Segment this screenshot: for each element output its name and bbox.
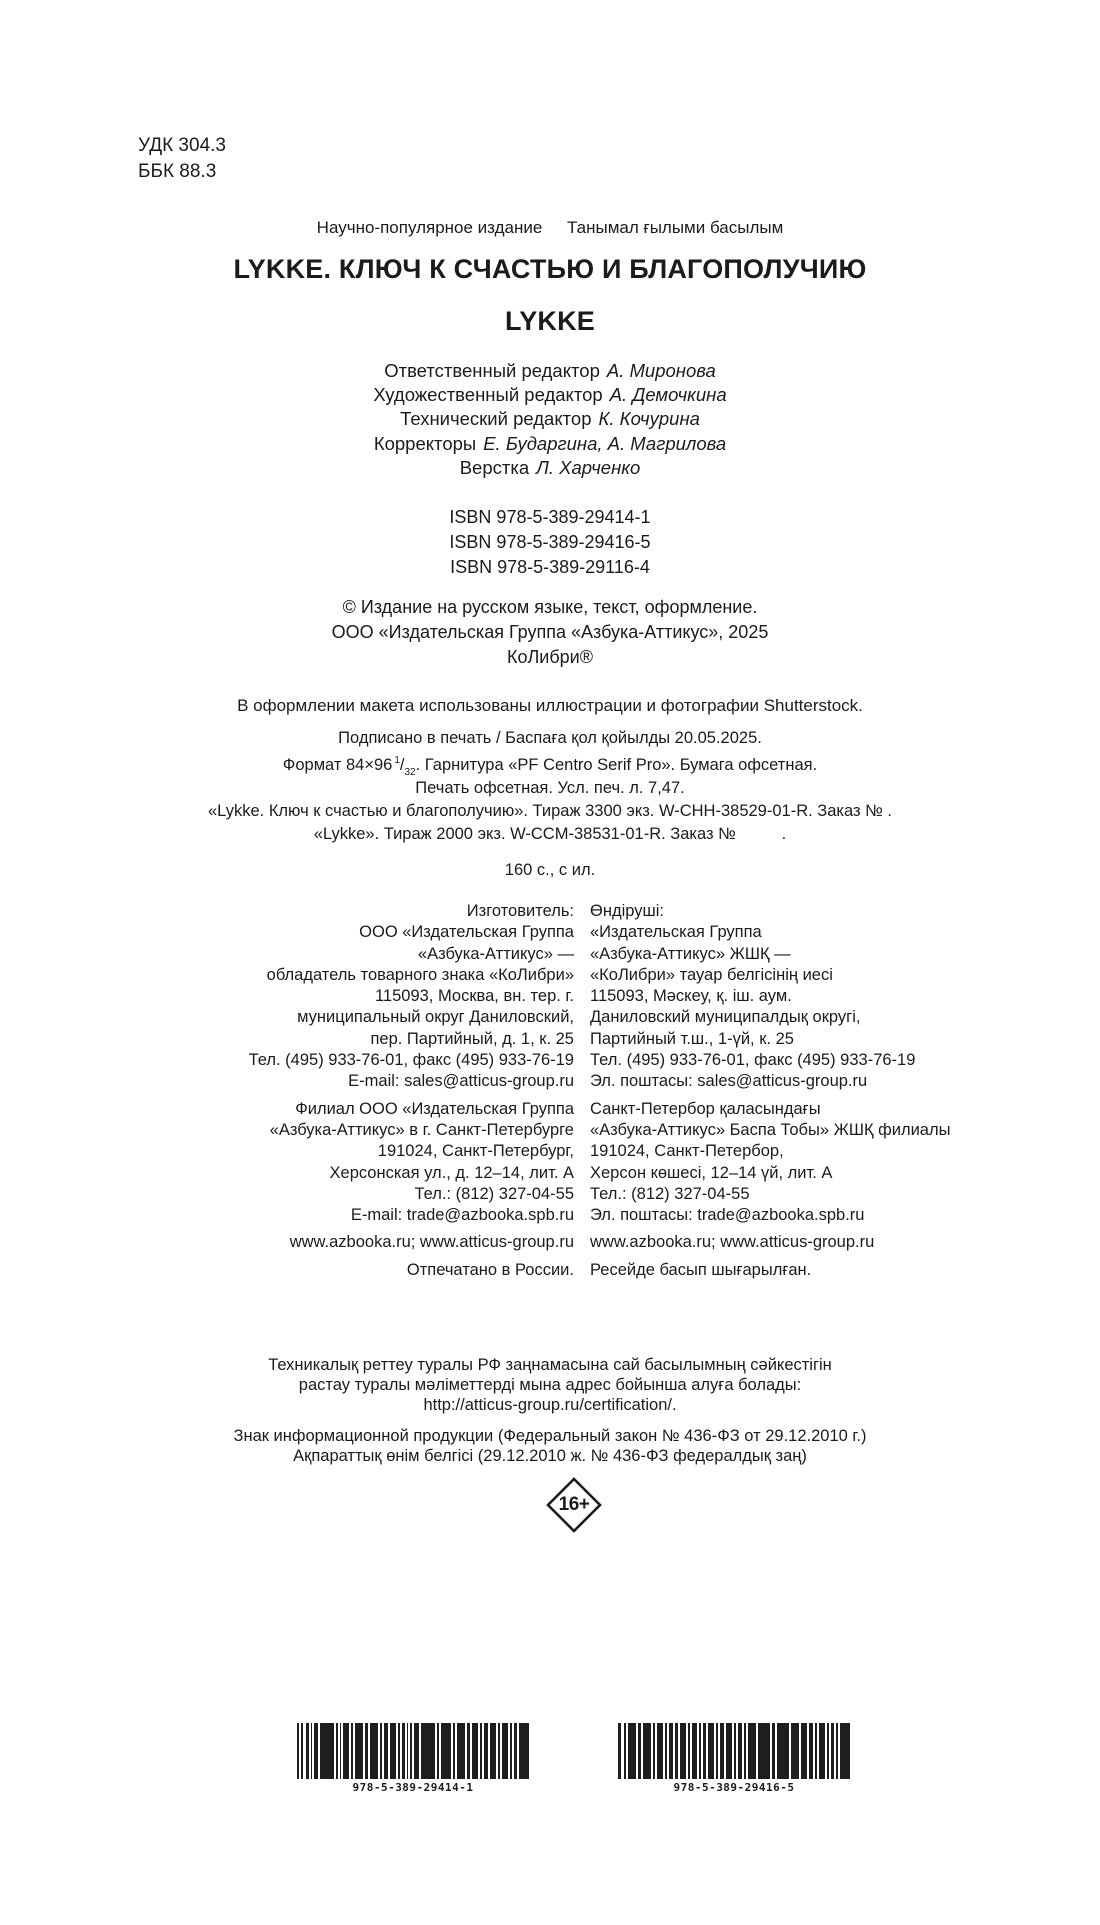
- format-prefix: Формат 84×96: [282, 756, 393, 774]
- credit-role: Технический редактор: [400, 408, 592, 429]
- manufacturer-ru-line: муниципальный округ Даниловский,: [297, 1008, 574, 1027]
- manufacturer-ru-line: 115093, Москва, вн. тер. г.: [374, 987, 574, 1006]
- book-title-second: LYKKE: [504, 306, 596, 336]
- edition-type-kz: Танымал ғылыми басылым: [567, 218, 784, 237]
- print-run-1: «Lykke. Ключ к счастью и благополучию». Тираж 3300 экз. W-CHH-38529-01-R. Заказ № .: [207, 802, 893, 820]
- credit-line: [0, 459, 1100, 478]
- edition-type-ru: Научно-популярное издание: [316, 218, 543, 237]
- isbn-line: ISBN 978-5-389-29416-5: [449, 532, 651, 552]
- manufacturer-kz-line: «КоЛибри» тауар белгісінің иесі: [590, 965, 833, 984]
- credit-role: Верстка: [459, 457, 530, 478]
- manufacturer-kz-line: «Азбука-Аттикус» ЖШҚ —: [590, 944, 791, 963]
- credit-line: [0, 435, 1100, 454]
- branch-ru-line: «Азбука-Аттикус» в г. Санкт-Петербурге: [269, 1120, 574, 1139]
- branch-ru-line: Тел.: (812) 327-04-55: [414, 1184, 574, 1203]
- bbk-code: ББК 88.3: [138, 161, 217, 182]
- manufacturer-kz-line: Даниловский муниципалдық округі,: [590, 1008, 861, 1027]
- barcode-1: [297, 1723, 529, 1779]
- barcode-1-label: 978-5-389-29414-1: [352, 1781, 474, 1794]
- book-title-main: LYKKE. КЛЮЧ К СЧАСТЬЮ И БЛАГОПОЛУЧИЮ: [233, 254, 867, 284]
- isbn-line: ISBN 978-5-389-29414-1: [449, 507, 651, 527]
- manufacturer-ru: [150, 901, 574, 1281]
- barcode-2-label: 978-5-389-29416-5: [673, 1781, 795, 1794]
- branch-kz-email: Эл. поштасы: trade@azbooka.spb.ru: [590, 1206, 865, 1225]
- manufacturer-ru-line: Изготовитель:: [466, 902, 574, 920]
- branch-ru-line: Херсонская ул., д. 12–14, лит. А: [329, 1163, 574, 1182]
- udk-code: УДК 304.3: [138, 135, 226, 156]
- branch-kz-line: Тел.: (812) 327-04-55: [590, 1184, 750, 1203]
- edition-type: [0, 219, 1100, 236]
- certification-url: http://atticus-group.ru/certification/.: [423, 1396, 677, 1414]
- copyright-line: ООО «Издательская Группа «Азбука-Аттикус», 2025: [331, 622, 769, 642]
- credit-role: Художественный редактор: [373, 384, 603, 405]
- manufacturer-ru-line: ООО «Издательская Группа: [359, 923, 574, 942]
- format-suffix: . Гарнитура «PF Centro Serif Pro». Бумага офсетная.: [415, 756, 818, 774]
- printed-in-kz: Ресейде басып шығарылған.: [590, 1260, 812, 1279]
- websites-kz: www.azbooka.ru; www.atticus-group.ru: [590, 1233, 875, 1252]
- credit-role: Ответственный редактор: [384, 360, 600, 381]
- barcode-icon: [297, 1723, 529, 1779]
- page-count: 160 с., с ил.: [504, 861, 596, 879]
- copyright-line: КоЛибри®: [506, 647, 593, 667]
- branch-kz-line: 191024, Санкт-Петербор,: [590, 1142, 784, 1161]
- branch-kz-line: Санкт-Петербор қаласындағы: [590, 1099, 821, 1118]
- print-run-2: «Lykke». Тираж 2000 экз. W-CCM-38531-01-R. Заказ № .: [313, 825, 787, 843]
- barcode-2: [618, 1723, 850, 1779]
- illustrations-note: В оформлении макета использованы иллюстрации и фотографии Shutterstock.: [237, 696, 863, 715]
- certification-line: растау туралы мәліметтерді мына адрес бойынша алуға болады:: [298, 1376, 802, 1394]
- credit-name: А. Демочкина: [609, 384, 727, 405]
- credit-line: [0, 386, 1100, 405]
- branch-ru-line: 191024, Санкт-Петербург,: [377, 1142, 574, 1161]
- printing-info: Печать офсетная. Усл. печ. л. 7,47.: [415, 779, 685, 797]
- credit-name: Л. Харченко: [536, 457, 641, 478]
- branch-kz-line: «Азбука-Аттикус» Баспа Тобы» ЖШҚ филиалы: [590, 1120, 951, 1139]
- branch-ru-email: E-mail: trade@azbooka.spb.ru: [350, 1206, 574, 1225]
- certification-line: Техникалық реттеу туралы РФ заңнамасына сай басылымның сәйкестігін: [268, 1356, 832, 1374]
- info-sign-kz: Ақпараттық өнім белгісі (29.12.2010 ж. № 436-ФЗ федералдық заң): [293, 1447, 807, 1465]
- credit-name: Е. Бударгина, А. Магрилова: [483, 433, 727, 454]
- format-subscript: 32: [404, 767, 416, 778]
- format-line: [0, 756, 1100, 778]
- manufacturer-kz-line: «Издательская Группа: [590, 923, 762, 942]
- barcode-icon: [618, 1723, 850, 1779]
- manufacturer-ru-line: «Азбука-Аттикус» —: [417, 944, 574, 963]
- age-rating-badge: [546, 1477, 602, 1533]
- manufacturer-kz-line: Партийный т.ш., 1-үй, к. 25: [590, 1029, 794, 1048]
- signed-for-print: Подписано в печать / Баспаға қол қойылды 20.05.2025.: [338, 729, 762, 747]
- branch-ru-line: Филиал ООО «Издательская Группа: [295, 1099, 574, 1118]
- credit-line: [0, 410, 1100, 429]
- credit-name: А. Миронова: [606, 360, 716, 381]
- age-rating-text: 16+: [558, 1494, 590, 1515]
- credit-name: К. Кочурина: [598, 408, 700, 429]
- manufacturer-kz: [590, 901, 1070, 1281]
- info-sign-ru: Знак информационной продукции (Федеральный закон № 436-ФЗ от 29.12.2010 г.): [233, 1427, 867, 1445]
- printed-in-ru: Отпечатано в России.: [406, 1260, 574, 1279]
- websites-ru: www.azbooka.ru; www.atticus-group.ru: [289, 1233, 574, 1252]
- manufacturer-kz-line: Тел. (495) 933-76-01, факс (495) 933-76-19: [590, 1051, 916, 1070]
- manufacturer-ru-line: обладатель товарного знака «КоЛибри»: [266, 965, 574, 984]
- manufacturer-ru-line: Тел. (495) 933-76-01, факс (495) 933-76-19: [248, 1051, 574, 1070]
- branch-kz-line: Херсон көшесі, 12–14 үй, лит. А: [590, 1163, 833, 1182]
- isbn-line: ISBN 978-5-389-29116-4: [450, 557, 650, 577]
- format-slash: /: [399, 756, 405, 774]
- manufacturer-kz-line: Өндіруші:: [590, 902, 664, 920]
- manufacturer-kz-line: 115093, Мәскеу, қ. іш. аум.: [590, 987, 792, 1006]
- manufacturer-kz-email: Эл. поштасы: sales@atticus-group.ru: [590, 1072, 868, 1091]
- manufacturer-ru-line: пер. Партийный, д. 1, к. 25: [370, 1029, 574, 1048]
- credit-line: [0, 362, 1100, 381]
- copyright-line: © Издание на русском языке, текст, оформление.: [342, 597, 758, 617]
- credit-role: Корректоры: [373, 433, 477, 454]
- format-superscript: 1: [394, 755, 400, 766]
- manufacturer-ru-email: E-mail: sales@atticus-group.ru: [348, 1072, 574, 1091]
